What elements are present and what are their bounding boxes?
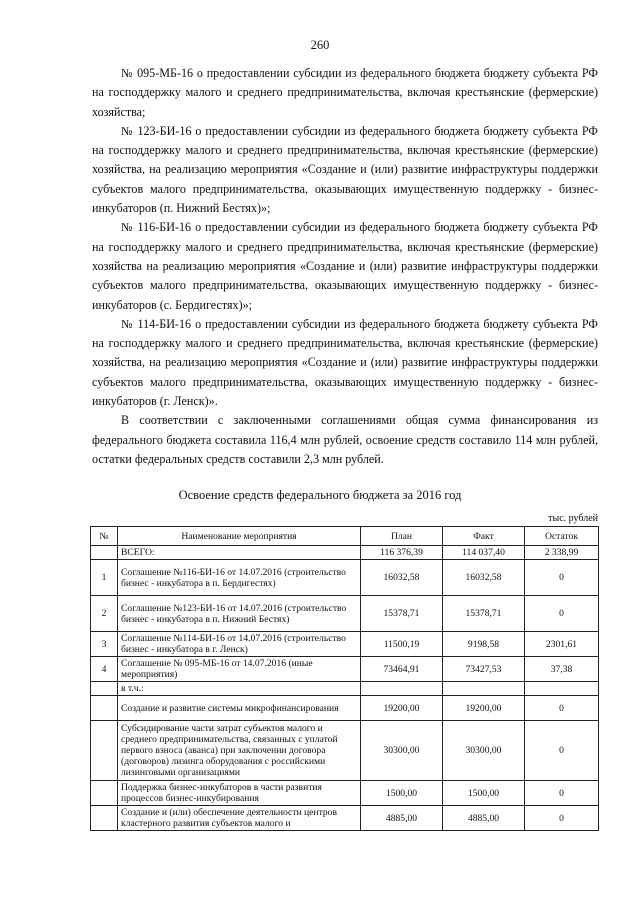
header-name: Наименование мероприятия — [118, 527, 361, 546]
table-row — [91, 632, 599, 657]
table-row — [91, 721, 599, 781]
cell-num: 1 — [91, 560, 118, 596]
cell-name: Соглашение №114-БИ-16 от 14.07.2016 (строительство бизнес - инкубатора в г. Ленск) — [118, 632, 361, 657]
header-num: № — [91, 527, 118, 546]
cell-name: Создание и развитие системы микрофинансирования — [118, 696, 361, 721]
cell-num: 4 — [91, 657, 118, 682]
cell-fact: 19200,00 — [443, 696, 525, 721]
table-row — [91, 682, 599, 696]
cell-num — [91, 546, 118, 560]
cell-num — [91, 682, 118, 696]
table-row — [91, 560, 599, 596]
cell-plan: 73464,91 — [361, 657, 443, 682]
cell-rest: 0 — [525, 721, 599, 781]
body-text — [92, 64, 598, 469]
cell-fact: 15378,71 — [443, 596, 525, 632]
paragraph-agreement-123: № 123-БИ-16 о предоставлении субсидии из федерального бюджета бюджету субъекта РФ на господдержку малого и среднего предпринимательства, включая крестьянские (фермерские) хозяйства, на реализацию мероприятия «Создание и (или) развитие инфраструктуры поддержки субъектов малого предпринимательства, оказывающих имущественную поддержку - бизнес-инкубаторов (п. Нижний Бестях)»; — [92, 123, 598, 216]
header-fact: Факт — [443, 527, 525, 546]
cell-plan: 1500,00 — [361, 781, 443, 806]
cell-fact: 114 037,40 — [443, 546, 525, 560]
table-unit-label: тыс. рублей — [548, 513, 598, 524]
cell-rest: 0 — [525, 560, 599, 596]
cell-rest: 0 — [525, 596, 599, 632]
cell-name: в т.ч.: — [118, 682, 361, 696]
cell-num — [91, 781, 118, 806]
cell-name: Соглашение № 095-МБ-16 от 14.07.2016 (иные мероприятия) — [118, 657, 361, 682]
cell-name: Соглашение №123-БИ-16 от 14.07.2016 (строительство бизнес - инкубатора в п. Нижний Бестях) — [118, 596, 361, 632]
cell-fact: 73427,53 — [443, 657, 525, 682]
table-row — [91, 546, 599, 560]
cell-name: Соглашение №116-БИ-16 от 14.07.2016 (строительство бизнес - инкубатора в п. Бердигестях) — [118, 560, 361, 596]
cell-fact — [443, 682, 525, 696]
cell-rest: 2 338,99 — [525, 546, 599, 560]
table-header-row — [91, 527, 599, 546]
cell-num: 3 — [91, 632, 118, 657]
paragraph-agreement-116: № 116-БИ-16 о предоставлении субсидии из федерального бюджета бюджету субъекта РФ на господдержку малого и среднего предпринимательства, включая крестьянские (фермерские) хозяйства на реализацию мероприятия «Создание и (или) развитие инфраструктуры поддержки субъектов малого предпринимательства, оказывающих имущественную поддержку - бизнес-инкубаторов (с. Бердигестях)»; — [92, 220, 598, 312]
cell-plan — [361, 682, 443, 696]
cell-num — [91, 721, 118, 781]
budget-table — [90, 526, 599, 831]
paragraph-agreement-114: № 114-БИ-16 о предоставлении субсидии из федерального бюджета бюджету субъекта РФ на господдержку малого и среднего предпринимательства, включая крестьянские (фермерские) хозяйства, на реализацию мероприятия «Создание и (или) развитие инфраструктуры поддержки субъектов малого предпринимательства, оказывающих имущественную поддержку - бизнес-инкубаторов (г. Ленск)». — [92, 316, 598, 409]
cell-plan: 16032,58 — [361, 560, 443, 596]
table-row — [91, 657, 599, 682]
cell-fact: 1500,00 — [443, 781, 525, 806]
cell-plan: 15378,71 — [361, 596, 443, 632]
cell-rest: 0 — [525, 781, 599, 806]
table-row — [91, 596, 599, 632]
header-rest: Остаток — [525, 527, 599, 546]
cell-plan: 116 376,39 — [361, 546, 443, 560]
table-row — [91, 806, 599, 831]
cell-rest: 0 — [525, 806, 599, 831]
cell-name: ВСЕГО: — [118, 546, 361, 560]
cell-plan: 19200,00 — [361, 696, 443, 721]
table-row — [91, 696, 599, 721]
cell-fact: 16032,58 — [443, 560, 525, 596]
cell-num — [91, 806, 118, 831]
cell-name: Субсидирование части затрат субъектов малого и среднего предпринимательства, связанных с уплатой первого взноса (аванса) при заключении договора (договоров) лизинга оборудования с российскими лизинговыми организациями — [118, 721, 361, 781]
header-plan: План — [361, 527, 443, 546]
cell-rest: 2301,61 — [525, 632, 599, 657]
cell-name: Создание и (или) обеспечение деятельности центров кластерного развития субъектов малого и — [118, 806, 361, 831]
cell-rest — [525, 682, 599, 696]
cell-plan: 11500,19 — [361, 632, 443, 657]
cell-plan: 4885,00 — [361, 806, 443, 831]
paragraph-financing-summary: В соответствии с заключенными соглашениями общая сумма финансирования из федерального бюджета составила 116,4 млн рублей, освоение средств составило 114 млн рублей, остатки федеральных средств составили 2,3 млн рублей. — [92, 413, 598, 466]
table-body — [91, 546, 599, 831]
paragraph-agreement-095: № 095-МБ-16 о предоставлении субсидии из федерального бюджета бюджету субъекта РФ на господдержку малого и среднего предпринимательства, включая крестьянские (фермерские) хозяйства; — [92, 66, 598, 119]
cell-num — [91, 696, 118, 721]
cell-rest: 0 — [525, 696, 599, 721]
cell-num: 2 — [91, 596, 118, 632]
cell-plan: 30300,00 — [361, 721, 443, 781]
cell-fact: 4885,00 — [443, 806, 525, 831]
cell-rest: 37,38 — [525, 657, 599, 682]
cell-fact: 30300,00 — [443, 721, 525, 781]
table-row — [91, 781, 599, 806]
table-caption: Освоение средств федерального бюджета за 2016 год — [178, 488, 462, 502]
page-number: 260 — [310, 38, 330, 52]
cell-name: Поддержка бизнес-инкубаторов в части развития процессов бизнес-инкубирования — [118, 781, 361, 806]
cell-fact: 9198,58 — [443, 632, 525, 657]
